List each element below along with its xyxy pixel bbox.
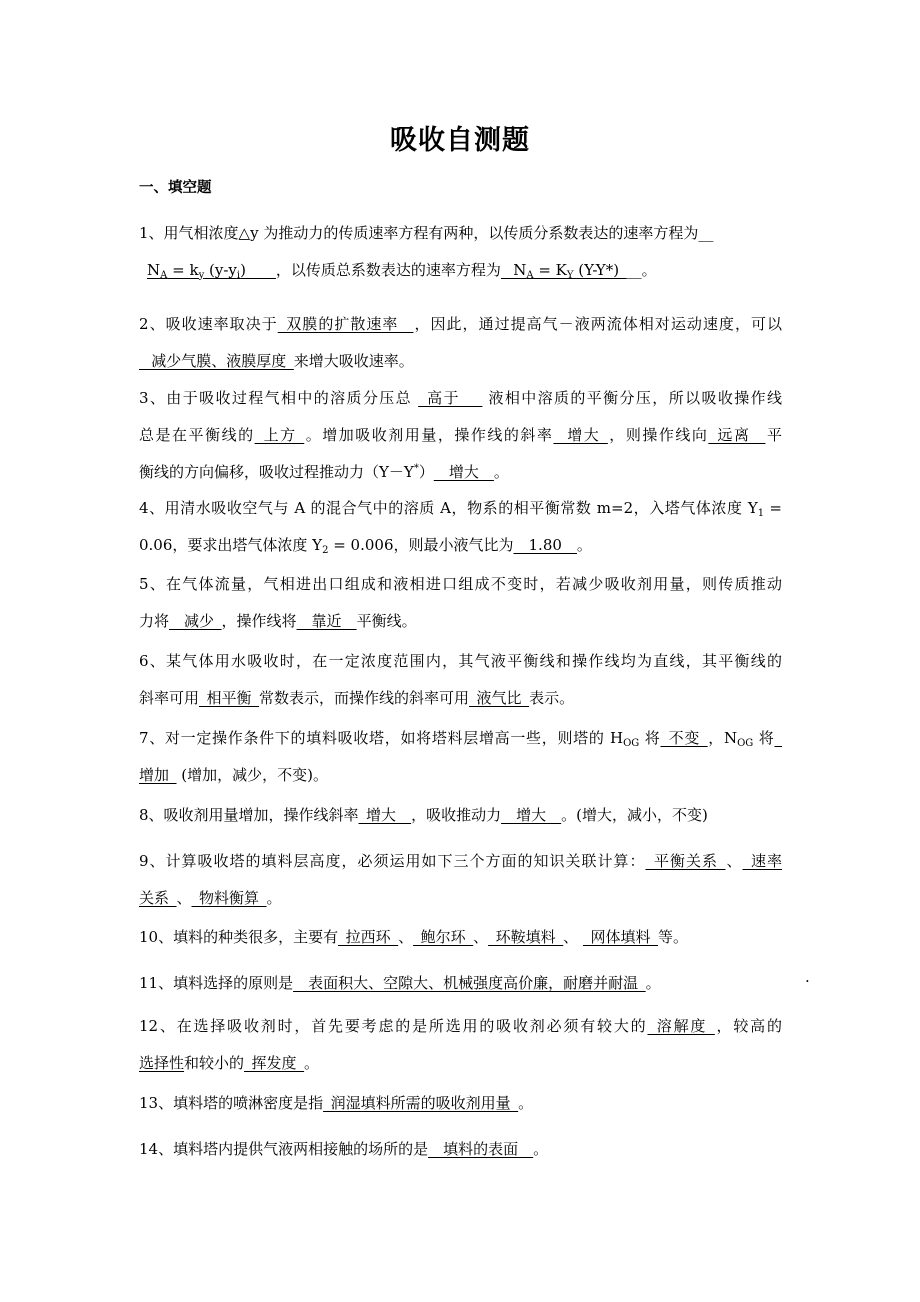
q8-answer-1: _增大__ <box>358 806 412 824</box>
q9-line-2: 关系_、_物料衡算_。 <box>139 889 282 907</box>
question-1 <box>139 215 782 289</box>
q3-answer-1: _高于___ <box>418 389 483 407</box>
q6-line-1: 6、某气体用水吸收时，在一定浓度范围内，其气液平衡线和操作线均为直线，其平衡线的 <box>139 652 782 670</box>
q13-answer-1: _润湿填料所需的吸收剂用量_ <box>323 1094 519 1112</box>
q7-answer-2-part-2: 增加_ <box>139 766 177 784</box>
question-14 <box>139 1131 782 1168</box>
q1-line-2: $N_A = k_y$ $(y-y_i)\_\_\_\_$，以传质总系数表达的速率方程为_ $N_A = K_Y$ (Y-Y*)___。 <box>147 261 657 281</box>
q13-line-1: 13、填料塔的喷淋密度是指_润湿填料所需的吸收剂用量_。 <box>139 1094 534 1112</box>
q8-answer-2: __增大__ <box>501 806 562 824</box>
q10-answer-4: _网体填料_ <box>582 928 658 946</box>
q3-answer-4: _远离__ <box>708 426 766 444</box>
q4-answer-1: __1.80__ <box>513 536 577 554</box>
q3-line-2: 总是在平衡线的_上方_。增加吸收剂用量，操作线的斜率_ 增大_，则操作线向_远离__平 <box>139 426 782 444</box>
q11-line-1: 11、填料选择的原则是__表面积大、空隙大、机械强度高价廉，耐磨并耐温_。 <box>139 974 661 992</box>
q2-answer-1: _双膜的扩散速率__ <box>277 315 414 333</box>
q12-answer-3: _挥发度_ <box>244 1054 305 1072</box>
question-12 <box>139 1008 782 1082</box>
q4-line-1: 4、用清水吸收空气与 A 的混合气中的溶质 A，物系的相平衡常数 m=2，入塔气体浓度 $Y_1$ = <box>139 499 782 519</box>
question-2 <box>139 306 782 380</box>
q2-answer-2: _ 减少气膜、液膜厚度_ <box>139 352 294 370</box>
question-4 <box>139 490 782 564</box>
q4-line-2: 0.06，要求出塔气体浓度 $Y_2 = 0.006$，则最小液气比为__1.80__。 <box>139 536 592 556</box>
q6-line-2: 斜率可用_相平衡_常数表示，而操作线的斜率可用_液气比_表示。 <box>139 689 575 707</box>
q5-answer-2: __靠近__ <box>296 612 357 630</box>
q2-line-2: _ 减少气膜、液膜厚度_来增大吸收速率。 <box>139 352 414 370</box>
q12-line-2: 选择性和较小的_挥发度_。 <box>139 1054 320 1072</box>
q9-answer-2-part-1: _速率 <box>742 852 782 870</box>
question-6 <box>139 643 782 717</box>
q14-answer-1: __填料的表面__ <box>428 1140 534 1158</box>
q5-line-1: 5、在气体流量，气相进出口组成和液相进口组成不变时，若减少吸收剂用量，则传质推动 <box>139 575 782 593</box>
q3-answer-3: _ 增大_ <box>553 426 608 444</box>
q8-line-1: 8、吸收剂用量增加，操作线斜率_增大__，吸收推动力__增大__。(增大，减小，不变) <box>139 806 708 824</box>
q3-line-1: 3、由于吸收过程气相中的溶质分压总 _高于___ 液相中溶质的平衡分压，所以吸收操作线 <box>139 389 782 407</box>
q3-answer-2: _上方_ <box>254 426 305 444</box>
question-10 <box>139 919 782 956</box>
q7-answer-1: _不变_ <box>660 729 708 747</box>
q12-line-1: 12、在选择吸收剂时，首先要考虑的是所选用的吸收剂必须有较大的_溶解度_，较高的 <box>139 1017 782 1035</box>
q7-answer-2-part-1: _ <box>774 729 782 747</box>
question-3 <box>139 380 782 491</box>
question-11 <box>139 965 782 1002</box>
stray-dot: . <box>805 968 810 986</box>
question-8 <box>139 797 782 834</box>
q10-answer-2: _鲍尔环_ <box>413 928 474 946</box>
page-title: 吸收自测题 <box>390 125 530 156</box>
q3-answer-5: __增大__ <box>433 463 494 481</box>
q9-answer-2-part-2: 关系_ <box>139 889 177 907</box>
q7-line-1: 7、对一定操作条件下的填料吸收塔，如将塔料层增高一些，则塔的 $H_{OG}$ 将_不变_，$N_{OG}$ 将_ <box>139 729 782 749</box>
question-7 <box>139 720 782 794</box>
q5-answer-1: __减少_ <box>169 612 222 630</box>
q10-answer-1: _拉西环_ <box>338 928 399 946</box>
q5-line-2: 力将__减少_，操作线将__靠近__平衡线。 <box>139 612 417 630</box>
section-heading: 一、填空题 <box>139 180 212 196</box>
q10-line-1: 10、填料的种类很多，主要有_拉西环_、_鲍尔环_、_环鞍填料_、 _网体填料_等。 <box>139 928 688 946</box>
q12-answer-1: _溶解度_ <box>647 1017 715 1035</box>
q12-answer-2: 选择性 <box>139 1054 185 1072</box>
q14-line-1: 14、填料塔内提供气液两相接触的场所的是__填料的表面__。 <box>139 1140 549 1158</box>
q9-answer-1: _平衡关系_ <box>645 852 726 870</box>
q6-answer-1: _相平衡_ <box>199 689 260 707</box>
question-9 <box>139 843 782 917</box>
q1-answer-1: $N_A = k_y$ $(y-y_i)\_\_\_\_$ <box>147 261 276 281</box>
q1-answer-2: _ $N_A = K_Y$ (Y-Y*)_ <box>500 261 627 281</box>
question-13 <box>139 1085 782 1122</box>
q11-answer-1: __表面积大、空隙大、机械强度高价廉，耐磨并耐温_ <box>293 974 646 992</box>
q6-answer-2: _液气比_ <box>469 689 530 707</box>
q10-answer-3: _环鞍填料_ <box>488 928 564 946</box>
q1-line-1: 1、用气相浓度△y 为推动力的传质速率方程有两种，以传质分系数表达的速率方程为__ <box>139 224 714 242</box>
q9-answer-3: _物料衡算_ <box>191 889 267 907</box>
q2-line-1: 2、吸收速率取决于_双膜的扩散速率__，因此，通过提高气－液两流体相对运动速度，可以 <box>139 315 782 333</box>
q3-line-3: 衡线的方向偏移，吸收过程推动力（Y－Y*）__增大__。 <box>139 463 509 481</box>
q7-line-2: 增加_ (增加，减少，不变)。 <box>139 766 328 784</box>
q9-line-1: 9、计算吸收塔的填料层高度，必须运用如下三个方面的知识关联计算：_平衡关系_、_速率 <box>139 852 782 870</box>
question-5 <box>139 566 782 640</box>
